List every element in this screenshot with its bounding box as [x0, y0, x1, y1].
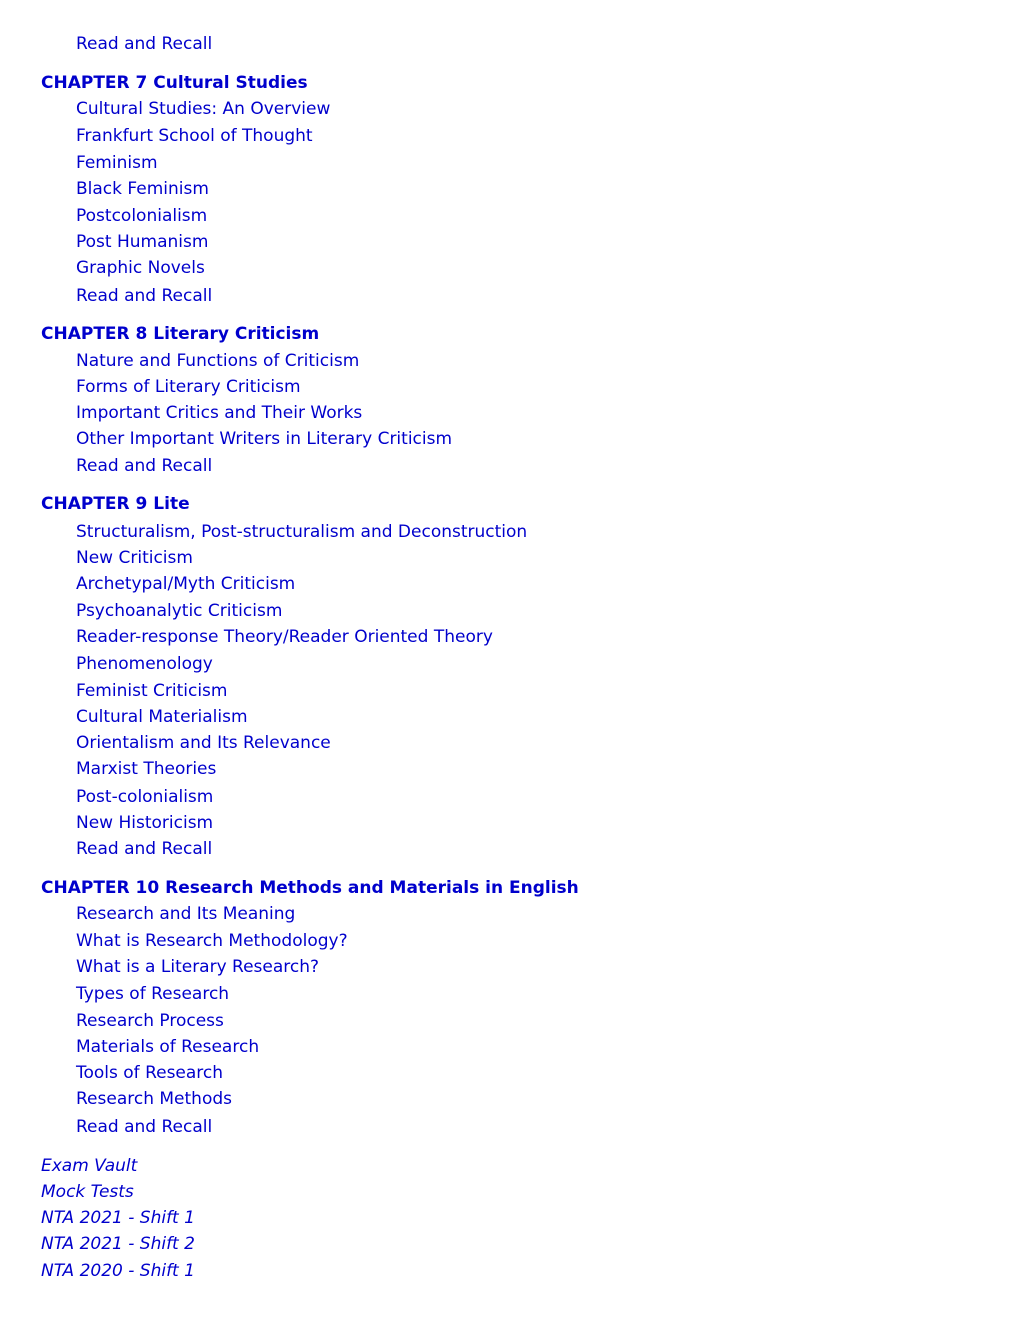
- toc-item[interactable]: Other Important Writers in Literary Criticism: [76, 429, 453, 449]
- toc-item[interactable]: Research Methods: [76, 1089, 232, 1109]
- toc-item[interactable]: Cultural Studies: An Overview: [76, 99, 331, 119]
- toc-item[interactable]: Nature and Functions of Criticism: [76, 351, 360, 371]
- toc-item[interactable]: Important Critics and Their Works: [76, 403, 363, 423]
- toc-item[interactable]: Graphic Novels: [76, 258, 205, 278]
- toc-item[interactable]: Read and Recall: [76, 839, 213, 859]
- toc-item[interactable]: Postcolonialism: [76, 206, 208, 226]
- chapter-9-heading[interactable]: CHAPTER 9 Lite: [41, 494, 190, 514]
- toc-item[interactable]: What is a Literary Research?: [76, 957, 320, 977]
- toc-item[interactable]: Feminism: [76, 153, 158, 173]
- toc-item[interactable]: Cultural Materialism: [76, 707, 248, 727]
- chapter-10-heading[interactable]: CHAPTER 10 Research Methods and Materials in English: [41, 878, 579, 898]
- toc-item[interactable]: Phenomenology: [76, 654, 213, 674]
- toc-item[interactable]: Research Process: [76, 1011, 224, 1031]
- toc-item[interactable]: Tools of Research: [76, 1063, 224, 1083]
- chapter-8-heading[interactable]: CHAPTER 8 Literary Criticism: [41, 324, 320, 344]
- toc-item[interactable]: Read and Recall: [76, 1117, 213, 1137]
- toc-item[interactable]: Frankfurt School of Thought: [76, 126, 313, 146]
- toc-item[interactable]: Structuralism, Post-structuralism and Deconstruction: [76, 522, 528, 542]
- toc-item[interactable]: New Criticism: [76, 548, 193, 568]
- extra-link-exam-vault[interactable]: Exam Vault: [41, 1156, 138, 1176]
- toc-item[interactable]: Read and Recall: [76, 456, 213, 476]
- toc-item[interactable]: Post-colonialism: [76, 787, 214, 807]
- toc-item-read-and-recall[interactable]: Read and Recall: [76, 34, 213, 54]
- toc-item[interactable]: Feminist Criticism: [76, 681, 228, 701]
- extra-link-nta-2020-shift-1[interactable]: NTA 2020 - Shift 1: [41, 1261, 195, 1281]
- chapter-7-heading[interactable]: CHAPTER 7 Cultural Studies: [41, 73, 308, 93]
- toc-item[interactable]: Materials of Research: [76, 1037, 260, 1057]
- toc-item[interactable]: Black Feminism: [76, 179, 209, 199]
- toc-item[interactable]: Reader-response Theory/Reader Oriented Theory: [76, 627, 493, 647]
- toc-item[interactable]: Psychoanalytic Criticism: [76, 601, 283, 621]
- toc-item[interactable]: Types of Research: [76, 984, 230, 1004]
- toc-item[interactable]: Orientalism and Its Relevance: [76, 733, 331, 753]
- toc-item[interactable]: Research and Its Meaning: [76, 904, 296, 924]
- toc-item[interactable]: Read and Recall: [76, 286, 213, 306]
- toc-item[interactable]: New Historicism: [76, 813, 214, 833]
- toc-item[interactable]: Forms of Literary Criticism: [76, 377, 301, 397]
- extra-link-mock-tests[interactable]: Mock Tests: [41, 1182, 134, 1202]
- extra-link-nta-2021-shift-2[interactable]: NTA 2021 - Shift 2: [41, 1234, 195, 1254]
- toc-item[interactable]: Post Humanism: [76, 232, 209, 252]
- toc-item[interactable]: Archetypal/Myth Criticism: [76, 574, 296, 594]
- toc-item[interactable]: Marxist Theories: [76, 759, 217, 779]
- extra-link-nta-2021-shift-1[interactable]: NTA 2021 - Shift 1: [41, 1208, 195, 1228]
- toc-item[interactable]: What is Research Methodology?: [76, 931, 348, 951]
